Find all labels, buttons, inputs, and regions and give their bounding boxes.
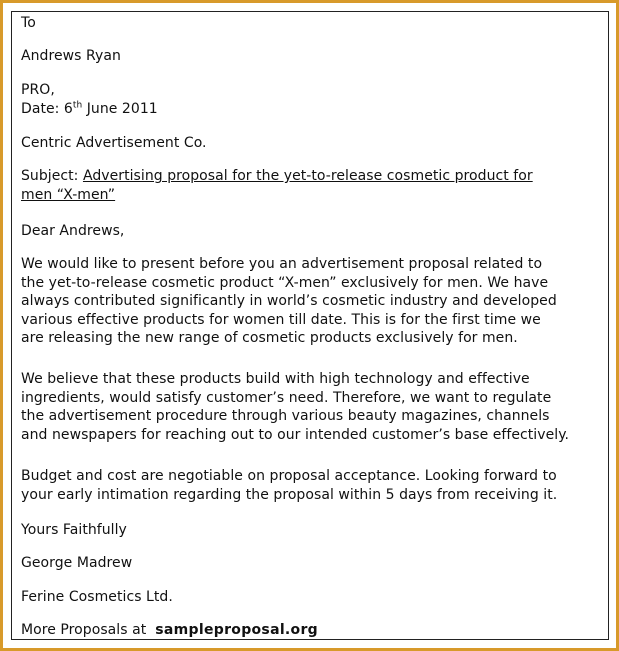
company-line: Centric Advertisement Co. bbox=[21, 135, 207, 151]
sender-name: George Madrew bbox=[21, 555, 133, 571]
paragraph-line: your early intimation regarding the proposal within 5 days from receiving it. bbox=[21, 486, 558, 503]
paragraph-2 bbox=[21, 370, 569, 444]
closing: Yours Faithfully bbox=[21, 522, 127, 538]
paragraph-line: various effective products for women till date. This is for the first time we bbox=[21, 311, 541, 328]
recipient-name: Andrews Ryan bbox=[21, 48, 121, 64]
paragraph-line: are releasing the new range of cosmetic products exclusively for men. bbox=[21, 330, 518, 346]
date-suffix: June 2011 bbox=[82, 101, 158, 117]
date-line bbox=[21, 100, 158, 119]
footer-label: More Proposals at bbox=[21, 622, 147, 638]
paragraph-line: We would like to present before you an advertisement proposal related to bbox=[21, 256, 543, 272]
recipient-title: PRO, bbox=[21, 82, 55, 98]
paragraph-3 bbox=[21, 467, 557, 504]
paragraph-line: the yet-to-release cosmetic product “X-men” exclusively for men. We have bbox=[21, 274, 549, 291]
footer-line bbox=[21, 621, 318, 640]
paragraph-1 bbox=[21, 255, 557, 348]
footer-site-link[interactable]: sampleproposal.org bbox=[155, 622, 318, 638]
salutation: Dear Andrews, bbox=[21, 223, 125, 239]
subject-label: Subject: bbox=[21, 168, 83, 184]
to-line: To bbox=[21, 15, 36, 31]
date-ordinal: th bbox=[72, 100, 83, 111]
sender-company: Ferine Cosmetics Ltd. bbox=[21, 589, 173, 605]
paragraph-line: and newspapers for reaching out to our intended customer’s base effectively. bbox=[21, 426, 570, 443]
date-prefix: Date: 6 bbox=[21, 101, 73, 117]
paragraph-line: always contributed significantly in world’s cosmetic industry and developed bbox=[21, 293, 557, 309]
paragraph-line: ingredients, would satisfy customer’s need. Therefore, we want to regulate bbox=[21, 389, 552, 406]
paragraph-line: We believe that these products build with high technology and effective bbox=[21, 371, 530, 387]
paragraph-line: Budget and cost are negotiable on proposal acceptance. Looking forward to bbox=[21, 468, 557, 484]
subject-text-line2: men “X-men” bbox=[21, 187, 116, 203]
letter-box bbox=[11, 11, 609, 640]
subject-line bbox=[21, 167, 533, 186]
subject-text-line1: Advertising proposal for the yet-to-release cosmetic product for bbox=[82, 168, 533, 184]
paragraph-line: the advertisement procedure through various beauty magazines, channels bbox=[21, 408, 550, 424]
